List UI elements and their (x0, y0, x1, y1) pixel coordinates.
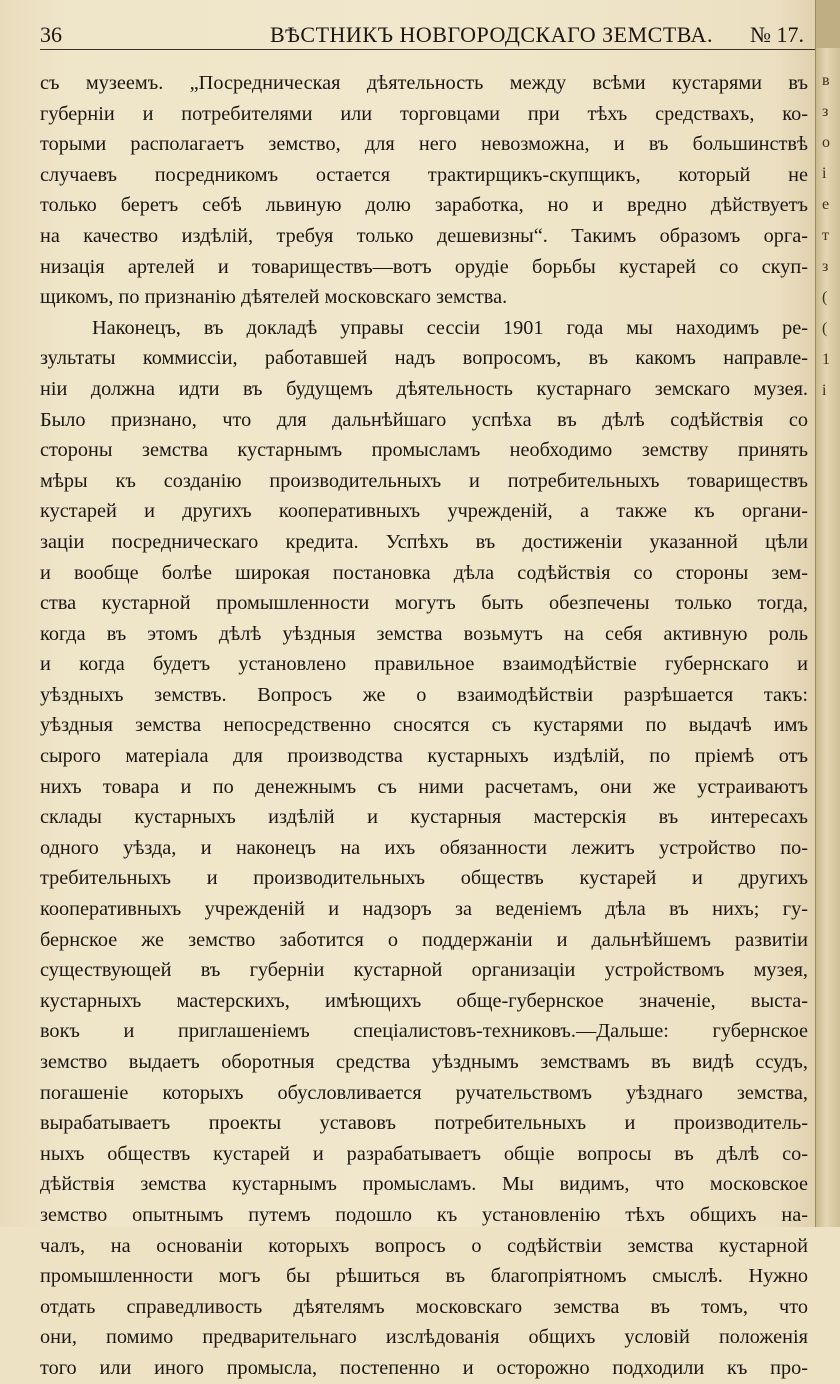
paragraph-first-line: Наконецъ, въ докладѣ управы сессіи 1901 года мы находимъ ре- (92, 316, 808, 339)
text-line: низація артелей и товариществъ—вотъ орудіе борьбы кустарей со скуп- (40, 255, 808, 278)
edge-glyph: ( (822, 289, 828, 306)
text-line: вырабатываетъ проекты уставовъ потребительныхъ и производитель- (40, 1112, 808, 1135)
text-line: кустарныхъ мастерскихъ, имѣющихъ обще-губернское значеніе, выста- (40, 989, 808, 1012)
running-header (40, 20, 810, 50)
text-line: нихъ товара и по денежнымъ съ ними расчетамъ, они же устраиваютъ (40, 775, 808, 798)
text-line: кооперативныхъ учрежденій и надзоръ за веденіемъ дѣла въ нихъ; гу- (40, 898, 808, 921)
text-line: погашеніе которыхъ обусловливается ручательствомъ уѣзднаго земства, (40, 1081, 808, 1104)
text-line: Было признано, что для дальнѣйшаго успѣха въ дѣлѣ содѣйствія со (40, 408, 808, 431)
text-line: дѣйствія земства кустарнымъ промысламъ. Мы видимъ, что московское (40, 1173, 808, 1196)
text-line: того или иного промысла, постепенно и осторожно подходили къ про- (40, 1356, 808, 1379)
text-line: кустарей и другихъ кооперативныхъ учрежденій, а также къ органи- (40, 500, 808, 523)
text-line: существующей въ губерніи кустарной организаціи устройствомъ музея, (40, 959, 808, 982)
text-line: ныхъ обществъ кустарей и разрабатываетъ общіе вопросы въ дѣлѣ со- (40, 1142, 808, 1165)
edge-glyph: е (822, 196, 830, 213)
text-line: на качество издѣлій, требуя только дешевизны“. Такимъ образомъ орга- (40, 224, 808, 247)
text-line: ства кустарной промышленности могутъ быть обезпечены только тогда, (40, 592, 808, 615)
journal-title: ВѢСТНИКЪ НОВГОРОДСКАГО ЗЕМСТВА. (270, 22, 713, 47)
edge-glyph: з (822, 258, 829, 275)
text-line: заціи посредническаго кредита. Успѣхъ въ достиженіи указанной цѣли (40, 530, 808, 553)
body-text (40, 68, 808, 1384)
edge-glyph: і (822, 382, 827, 399)
text-line: щикомъ, по признанію дѣятелей московскаго земства. (40, 286, 508, 309)
text-line: земство опытнымъ путемъ подошло къ установленію тѣхъ общихъ на- (40, 1203, 808, 1226)
edge-glyph: і (822, 165, 827, 182)
text-line: уѣздныхъ земствъ. Вопросъ же о взаимодѣйствіи разрѣшается такъ: (40, 683, 808, 706)
text-line: вокъ и приглашеніемъ спеціалистовъ-техниковъ.—Дальше: губернское (40, 1020, 808, 1043)
text-line: ніи должна идти въ будущемъ дѣятельность кустарнаго земскаго музея. (40, 377, 808, 400)
text-line: когда въ этомъ дѣлѣ уѣздныя земства возьмутъ на себя активную роль (40, 622, 808, 645)
adjacent-page-edge (815, 0, 840, 1227)
edge-glyph: т (822, 227, 829, 244)
issue-number: № 17. (750, 22, 804, 47)
text-line: бернское же земство заботится о поддержаніи и дальнѣйшемъ развитіи (40, 928, 808, 951)
text-line: губерніи и потребителями или торговцами при тѣхъ средствахъ, ко- (40, 102, 808, 125)
text-line: отдать справедливость дѣятелямъ московскаго земства въ томъ, что (40, 1295, 808, 1318)
edge-glyph: 1 (822, 351, 830, 368)
edge-shadow (816, 0, 840, 48)
edge-glyph: о (822, 134, 830, 151)
text-line: одного уѣзда, и наконецъ на ихъ обязанности лежитъ устройство по- (40, 836, 808, 859)
text-line: случаевъ посредникомъ остается трактирщикъ-скупщикъ, который не (40, 163, 808, 186)
edge-glyph: ( (822, 320, 828, 337)
page-number: 36 (40, 22, 62, 47)
text-line: они, помимо предварительнаго изслѣдованія общихъ условій положенія (40, 1326, 808, 1349)
header-rule (40, 49, 820, 50)
text-line: стороны земства кустарнымъ промысламъ необходимо земству принять (40, 439, 808, 462)
text-line: торыми располагаетъ земство, для него невозможна, и въ большинствѣ (40, 133, 808, 156)
text-line: съ музеемъ. „Посредническая дѣятельность между всѣми кустарями въ (40, 72, 808, 94)
text-line: чалъ, на основаніи которыхъ вопросъ о содѣйствіи земства кустарной (40, 1234, 808, 1257)
text-line: мѣры къ созданію производительныхъ и потребительныхъ товариществъ (40, 469, 808, 492)
text-line: и когда будетъ установлено правильное взаимодѣйствіе губернскаго и (40, 653, 808, 676)
text-line: только беретъ себѣ львиную долю заработка, но и вредно дѣйствуетъ (40, 194, 808, 217)
text-line: земство выдаетъ оборотныя средства уѣзднымъ земствамъ въ видѣ ссудъ, (40, 1051, 808, 1073)
text-line: зультаты коммиссіи, работавшей надъ вопросомъ, въ какомъ направле- (40, 347, 808, 370)
text-line: и вообще болѣе широкая постановка дѣла содѣйствія со стороны зем- (40, 561, 808, 584)
edge-glyph: в (822, 72, 830, 89)
text-line: требительныхъ и производительныхъ обществъ кустарей и другихъ (40, 867, 808, 890)
text-line: склады кустарныхъ издѣлій и кустарныя мастерскія въ интересахъ (40, 806, 808, 829)
text-line: уѣздныя земства непосредственно сносятся съ кустарями по выдачѣ имъ (40, 714, 808, 737)
text-line: сырого матеріала для производства кустарныхъ издѣлій, по пріемѣ отъ (40, 745, 808, 768)
text-line: промышленности могъ бы рѣшиться въ благопріятномъ смыслѣ. Нужно (40, 1265, 808, 1288)
edge-glyph: з (822, 103, 829, 120)
